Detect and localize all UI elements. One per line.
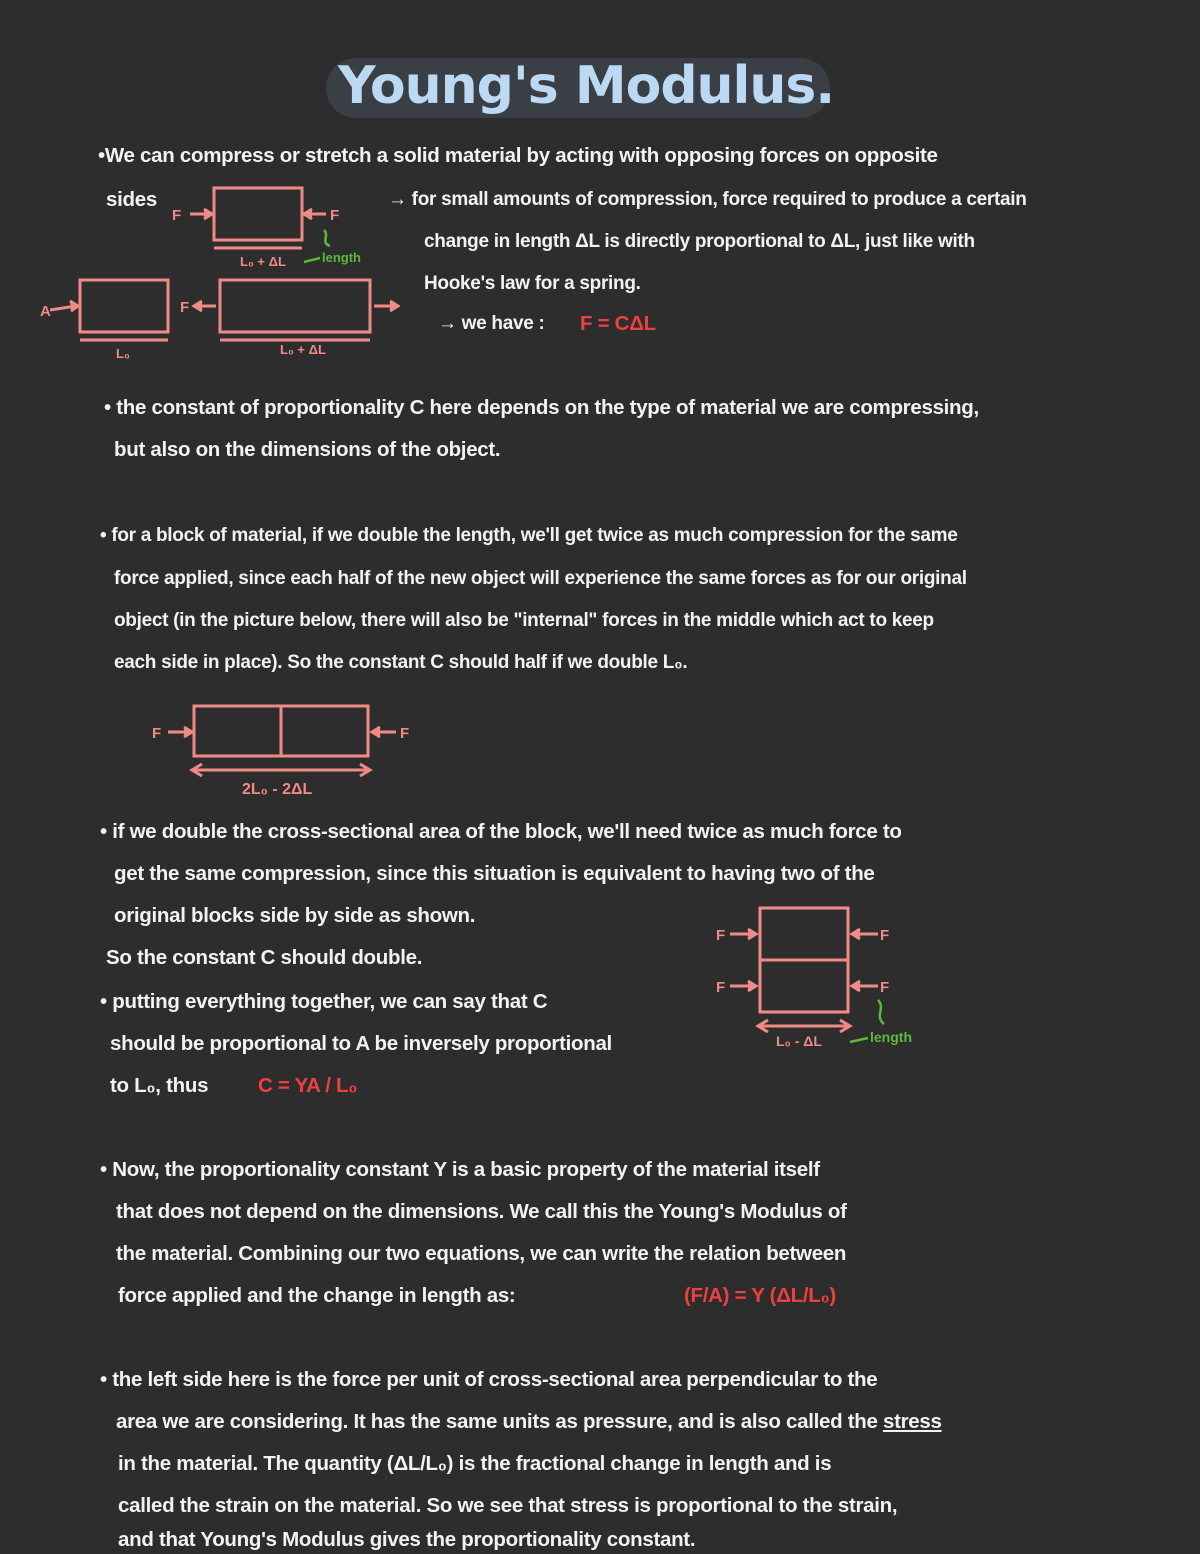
- p5-line1: • putting everything together, we can say that C: [100, 990, 548, 1013]
- p6-line4: force applied and the change in length as:: [118, 1284, 516, 1307]
- fig3-force-br: F: [880, 979, 890, 996]
- p7-line5: and that Young's Modulus gives the proportionality constant.: [118, 1528, 696, 1551]
- p1-right3: Hooke's law for a spring.: [424, 273, 641, 294]
- figure-compression-blocks: [40, 180, 400, 360]
- p6-line1: • Now, the proportionality constant Y is a basic property of the material itself: [100, 1158, 820, 1181]
- fig2-force-left: F: [152, 725, 162, 742]
- p7-line2-text: area we are considering. It has the same units as pressure, and is also called the: [116, 1410, 878, 1433]
- figure-double-length: [146, 700, 426, 804]
- fig3-force-bl: F: [716, 979, 726, 996]
- p7-line3: in the material. The quantity (ΔL/L₀) is the fractional change in length and is: [118, 1452, 832, 1475]
- p3-line2: force applied, since each half of the new object will experience the same forces as for our original: [114, 568, 967, 589]
- p3-line1: • for a block of material, if we double the length, we'll get twice as much compression for the same: [100, 525, 958, 546]
- fig1-label-right: L₀ + ΔL: [280, 342, 326, 357]
- p6-line2: that does not depend on the dimensions. We call this the Young's Modulus of: [116, 1200, 847, 1223]
- fig1-label-left: L₀: [116, 346, 130, 360]
- fig1-block-compressed: [214, 188, 302, 240]
- p4-line3: original blocks side by side as shown.: [114, 904, 476, 927]
- fig1-force-right: F: [330, 207, 340, 224]
- p1-right2: change in length ΔL is directly proportional to ΔL, just like with: [424, 231, 975, 252]
- p3-line3: object (in the picture below, there will also be "internal" forces in the middle which act to keep: [114, 610, 934, 631]
- p1-have: → we have :: [438, 313, 545, 334]
- page-title: Young's Modulus.: [338, 56, 835, 116]
- p7-line4: called the strain on the material. So we see that stress is proportional to the strain,: [118, 1494, 898, 1517]
- fig2-force-right: F: [400, 725, 410, 742]
- fig1-block-stretched: [220, 280, 370, 332]
- p5-line3: to L₀, thus: [110, 1074, 209, 1097]
- fig1-label-top: L₀ + ΔL: [240, 254, 286, 269]
- p4-line2: get the same compression, since this situation is equivalent to having two of the: [114, 862, 875, 885]
- fig1-note-length: length: [322, 250, 361, 265]
- fig3-force-tl: F: [716, 927, 726, 944]
- p2-line2: but also on the dimensions of the object.: [114, 438, 501, 461]
- stress-term: stress: [882, 1410, 942, 1433]
- p3-line4: each side in place). So the constant C should half if we double L₀.: [114, 652, 688, 673]
- fig3-label: L₀ - ΔL: [776, 1033, 822, 1049]
- p7-line2: [116, 1408, 942, 1436]
- p6-line3: the material. Combining our two equations, we can write the relation between: [116, 1242, 847, 1265]
- formula-c-ya-l0: C = YA / L₀: [258, 1074, 358, 1097]
- p4-line4: So the constant C should double.: [106, 946, 423, 969]
- p2-line1: • the constant of proportionality C here depends on the type of material we are compressing,: [104, 396, 979, 419]
- fig2-label: 2L₀ - 2ΔL: [242, 781, 313, 798]
- fig1-block-original: [80, 280, 168, 332]
- p1-line2: sides: [106, 188, 157, 211]
- fig1-arrow-a: A: [40, 303, 51, 320]
- p4-line1: • if we double the cross-sectional area of the block, we'll need twice as much force to: [100, 820, 902, 843]
- p1-right1: → for small amounts of compression, force required to produce a certain: [388, 189, 1027, 210]
- formula-f-cdl: F = CΔL: [580, 312, 656, 335]
- p5-line2: should be proportional to A be inversely proportional: [110, 1032, 612, 1055]
- fig1-force-mid: F: [180, 299, 190, 316]
- fig1-force-left: F: [172, 207, 182, 224]
- fig3-force-tr: F: [880, 927, 890, 944]
- fig3-note-length: length: [870, 1029, 912, 1045]
- p1-line1: •We can compress or stretch a solid material by acting with opposing forces on opposite: [98, 144, 938, 167]
- formula-young-relation: (F/A) = Y (ΔL/L₀): [684, 1284, 836, 1307]
- figure-double-area: [710, 900, 960, 1060]
- p7-line1: • the left side here is the force per unit of cross-sectional area perpendicular to the: [100, 1368, 878, 1391]
